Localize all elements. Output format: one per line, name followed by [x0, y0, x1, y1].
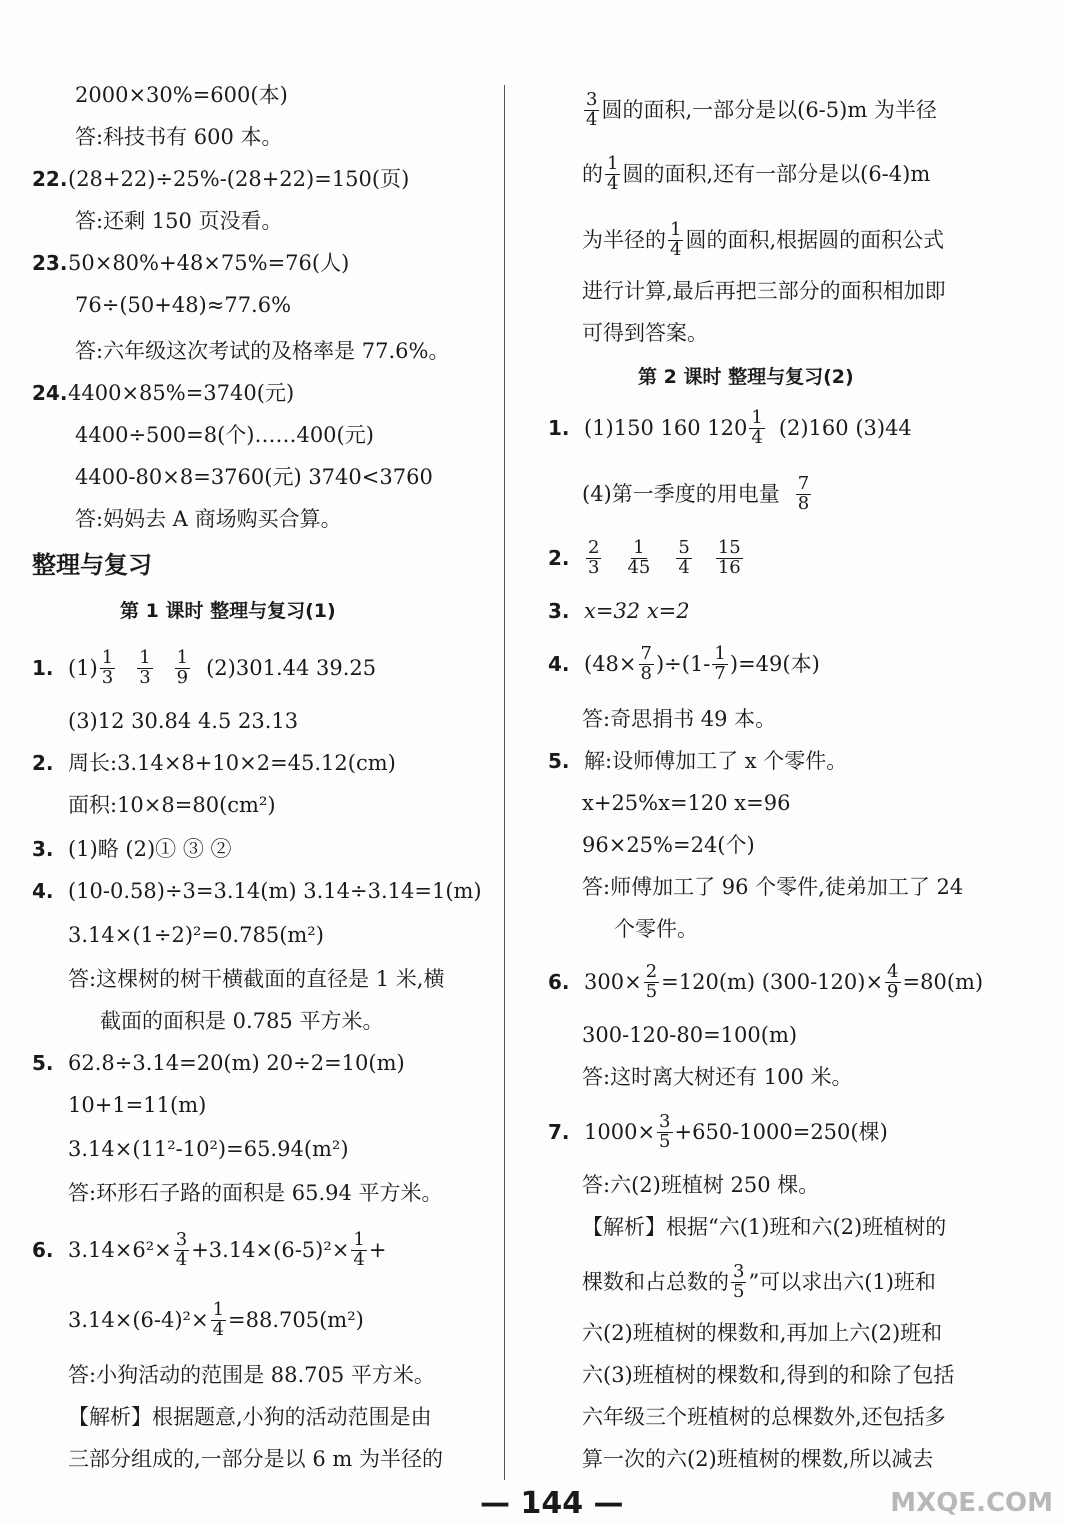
line: )=49(本) — [729, 651, 820, 676]
line: 4400×85%=3740(元) — [68, 380, 295, 405]
analysis: 六(3)班植树的棵数和,得到的和除了包括 — [582, 1362, 955, 1387]
numerator: 1 — [353, 1228, 365, 1250]
analysis — [582, 88, 937, 132]
numerator: 5 — [678, 536, 690, 558]
problem-number: 2. — [548, 546, 570, 570]
denominator: 8 — [797, 492, 810, 514]
problem-number: 6. — [548, 970, 570, 994]
fraction — [100, 646, 115, 688]
fraction — [749, 406, 764, 448]
line: 3.14×(6-4)²× — [68, 1307, 209, 1332]
line: 76÷(50+48)≈77.6% — [75, 292, 292, 317]
answer: 答:妈妈去 A 商场购买合算。 — [75, 506, 342, 531]
fraction — [175, 646, 190, 688]
fraction — [625, 536, 652, 578]
answer: 答:奇思捐书 49 本。 — [582, 706, 777, 731]
line: (1)略 (2)① ③ ② — [68, 836, 232, 861]
fraction — [712, 642, 727, 684]
line: 300× — [584, 969, 642, 994]
denominator: 8 — [640, 662, 652, 684]
watermark: MXQE.COM — [890, 1488, 1053, 1518]
line: =120(m) (300-120)× — [661, 969, 884, 994]
analysis: 三部分组成的,一部分是以 6 m 为半径的 — [68, 1446, 443, 1471]
line: +3.14×(6-5)²× — [191, 1237, 350, 1262]
fraction — [644, 960, 659, 1002]
line: 4400-80×8=3760(元) 3740<3760 — [75, 464, 433, 489]
numerator: 1 — [751, 406, 763, 428]
problem-number: 7. — [548, 1120, 570, 1144]
analysis — [582, 1260, 936, 1304]
line: 300-120-80=100(m) — [582, 1022, 798, 1047]
line: (48× — [584, 651, 637, 676]
line: 50×80%+48×75%=76(人) — [68, 250, 350, 275]
analysis: 【解析】根据题意,小狗的活动范围是由 — [68, 1404, 432, 1429]
numerator: 2 — [645, 960, 658, 982]
analysis: 六(2)班植树的棵数和,再加上六(2)班和 — [582, 1320, 943, 1345]
fraction — [716, 536, 743, 578]
problem-3 — [32, 834, 232, 864]
fraction — [211, 1298, 226, 1340]
fraction — [668, 218, 683, 260]
problem-4 — [32, 876, 482, 906]
line: (4)第一季度的用电量 — [582, 481, 780, 506]
denominator: 5 — [659, 1130, 671, 1152]
line: 周长:3.14×8+10×2=45.12(cm) — [68, 750, 396, 775]
answer: 个零件。 — [614, 916, 698, 941]
denominator: 3 — [139, 666, 151, 688]
problem-number: 22. — [32, 167, 68, 191]
numerator: 1 — [670, 218, 682, 240]
line: 96×25%=24(个) — [582, 832, 755, 857]
problem-number: 4. — [548, 652, 570, 676]
line: + — [368, 1237, 387, 1262]
denominator: 3 — [588, 556, 600, 578]
problem-2 — [548, 536, 745, 580]
answer: 答:师傅加工了 96 个零件,徒弟加工了 24 — [582, 874, 964, 899]
denominator: 5 — [733, 1280, 745, 1302]
numerator: 4 — [887, 960, 899, 982]
problem-number: 5. — [32, 1051, 54, 1075]
line: 3.14×(11²-10²)=65.94(m²) — [68, 1136, 349, 1161]
problem-23 — [32, 248, 349, 278]
line: +650-1000=250(棵) — [674, 1119, 888, 1144]
line: (2)301.44 39.25 — [206, 655, 377, 680]
section-title: 整理与复习 — [32, 551, 152, 579]
line: 面积:10×8=80(cm²) — [68, 792, 276, 817]
problem-24 — [32, 378, 294, 408]
numerator: 1 — [139, 646, 151, 668]
fraction — [586, 536, 601, 578]
denominator: 4 — [670, 238, 682, 260]
line: 的 — [582, 161, 603, 186]
denominator: 9 — [887, 980, 899, 1002]
denominator: 16 — [717, 556, 741, 578]
numerator: 15 — [717, 536, 741, 558]
denominator: 4 — [212, 1318, 225, 1340]
column-divider — [504, 85, 505, 1480]
line: (3)12 30.84 4.5 23.13 — [68, 708, 299, 733]
line: x+25%x=120 x=96 — [582, 790, 791, 815]
problem-1 — [32, 648, 376, 688]
line: (28+22)÷25%-(28+22)=150(页) — [68, 166, 410, 191]
line: 62.8÷3.14=20(m) 20÷2=10(m) — [68, 1050, 405, 1075]
line: 1000× — [584, 1119, 656, 1144]
analysis — [582, 152, 930, 196]
line: x=32 x=2 — [584, 598, 690, 623]
analysis: 【解析】根据“六(1)班和六(2)班植树的 — [582, 1214, 947, 1239]
answer: 答:还剩 150 页没看。 — [75, 208, 283, 233]
answer: 答:环形石子路的面积是 65.94 平方米。 — [68, 1180, 443, 1205]
fraction — [351, 1228, 366, 1270]
answer: 截面的面积是 0.785 平方米。 — [100, 1008, 384, 1033]
line: 圆的面积,一部分是以(6-5)m 为半径 — [601, 97, 937, 122]
answer: 答:六(2)班植树 250 棵。 — [582, 1172, 820, 1197]
numerator: 1 — [101, 646, 114, 668]
line: )÷(1- — [655, 651, 711, 676]
problem-number: 6. — [32, 1238, 54, 1262]
numerator: 3 — [733, 1260, 745, 1282]
problem-number: 1. — [548, 416, 570, 440]
line: (1) — [68, 655, 98, 680]
problem-number: 23. — [32, 251, 68, 275]
line: =88.705(m²) — [228, 1307, 364, 1332]
page-number: — 144 — — [480, 1486, 624, 1521]
problem-number: 24. — [32, 381, 68, 405]
line: 4400÷500=8(个)……400(元) — [75, 422, 374, 447]
denominator: 4 — [353, 1248, 365, 1270]
lesson-title: 第 2 课时 整理与复习(2) — [638, 365, 854, 388]
numerator: 1 — [714, 642, 726, 664]
line: 10+1=11(m) — [68, 1092, 207, 1117]
problem-number: 2. — [32, 751, 54, 775]
line: 圆的面积,还有一部分是以(6-4)m — [622, 161, 931, 186]
line: (2)160 (3)44 — [778, 415, 912, 440]
problem-number: 1. — [32, 656, 54, 680]
denominator: 4 — [678, 556, 690, 578]
line: ”可以求出六(1)班和 — [748, 1269, 936, 1294]
fraction — [639, 642, 654, 684]
analysis: 进行计算,最后再把三部分的面积相加即 — [582, 278, 946, 303]
line — [68, 1298, 364, 1342]
line: 解:设师傅加工了 x 个零件。 — [584, 748, 848, 773]
fraction — [885, 960, 900, 1002]
line: (1)150 160 120 — [584, 415, 748, 440]
fraction — [174, 1228, 189, 1270]
numerator: 1 — [607, 152, 619, 174]
problem-number: 3. — [548, 599, 570, 623]
fraction — [731, 1260, 746, 1302]
problem-number: 4. — [32, 879, 54, 903]
analysis: 算一次的六(2)班植树的棵数,所以减去 — [582, 1446, 934, 1471]
answer: 答:这时离大树还有 100 米。 — [582, 1064, 853, 1089]
numerator: 3 — [175, 1228, 188, 1250]
problem-7 — [548, 1110, 888, 1154]
numerator: 7 — [640, 642, 652, 664]
line: 3.14×(1÷2)²=0.785(m²) — [68, 922, 324, 947]
numerator: 2 — [588, 536, 600, 558]
problem-6 — [32, 1228, 386, 1272]
numerator: 3 — [586, 88, 598, 110]
denominator: 7 — [714, 662, 726, 684]
line: 3.14×6²× — [68, 1237, 172, 1262]
problem-22 — [32, 164, 409, 194]
line: (10-0.58)÷3=3.14(m) 3.14÷3.14=1(m) — [68, 878, 482, 903]
fraction — [657, 1110, 672, 1152]
line: 棵数和占总数的 — [582, 1269, 729, 1294]
fraction — [605, 152, 620, 194]
lesson-title: 第 1 课时 整理与复习(1) — [120, 599, 336, 622]
line: 圆的面积,根据圆的面积公式 — [685, 227, 945, 252]
line: =80(m) — [902, 969, 984, 994]
line: 2000×30%=600(本) — [75, 82, 288, 107]
problem-3 — [548, 596, 690, 626]
numerator: 1 — [176, 646, 189, 668]
line: 为半径的 — [582, 227, 666, 252]
analysis — [582, 218, 944, 262]
denominator: 4 — [751, 426, 763, 448]
denominator: 9 — [176, 666, 189, 688]
denominator: 45 — [627, 556, 651, 578]
numerator: 3 — [659, 1110, 671, 1132]
numerator: 1 — [633, 536, 645, 558]
denominator: 4 — [586, 108, 598, 130]
denominator: 5 — [645, 980, 658, 1002]
analysis: 六年级三个班植树的总棵数外,还包括多 — [582, 1404, 946, 1429]
problem-2 — [32, 748, 396, 778]
answer: 答:六年级这次考试的及格率是 77.6%。 — [75, 338, 450, 363]
problem-1 — [548, 406, 912, 450]
line — [582, 472, 813, 516]
answer: 答:小狗活动的范围是 88.705 平方米。 — [68, 1362, 435, 1387]
fraction — [676, 536, 691, 578]
problem-4 — [548, 642, 820, 686]
analysis: 可得到答案。 — [582, 320, 708, 345]
answer: 答:科技书有 600 本。 — [75, 124, 283, 149]
answer: 答:这棵树的树干横截面的直径是 1 米,横 — [68, 966, 445, 991]
denominator: 4 — [607, 172, 619, 194]
fraction — [584, 88, 599, 130]
problem-5 — [32, 1048, 405, 1078]
problem-6 — [548, 960, 983, 1004]
denominator: 3 — [101, 666, 114, 688]
numerator: 7 — [797, 472, 810, 494]
fraction — [137, 646, 152, 688]
fraction — [796, 472, 811, 514]
problem-number: 5. — [548, 749, 570, 773]
problem-number: 3. — [32, 837, 54, 861]
denominator: 4 — [175, 1248, 188, 1270]
numerator: 1 — [212, 1298, 225, 1320]
problem-5 — [548, 746, 847, 776]
